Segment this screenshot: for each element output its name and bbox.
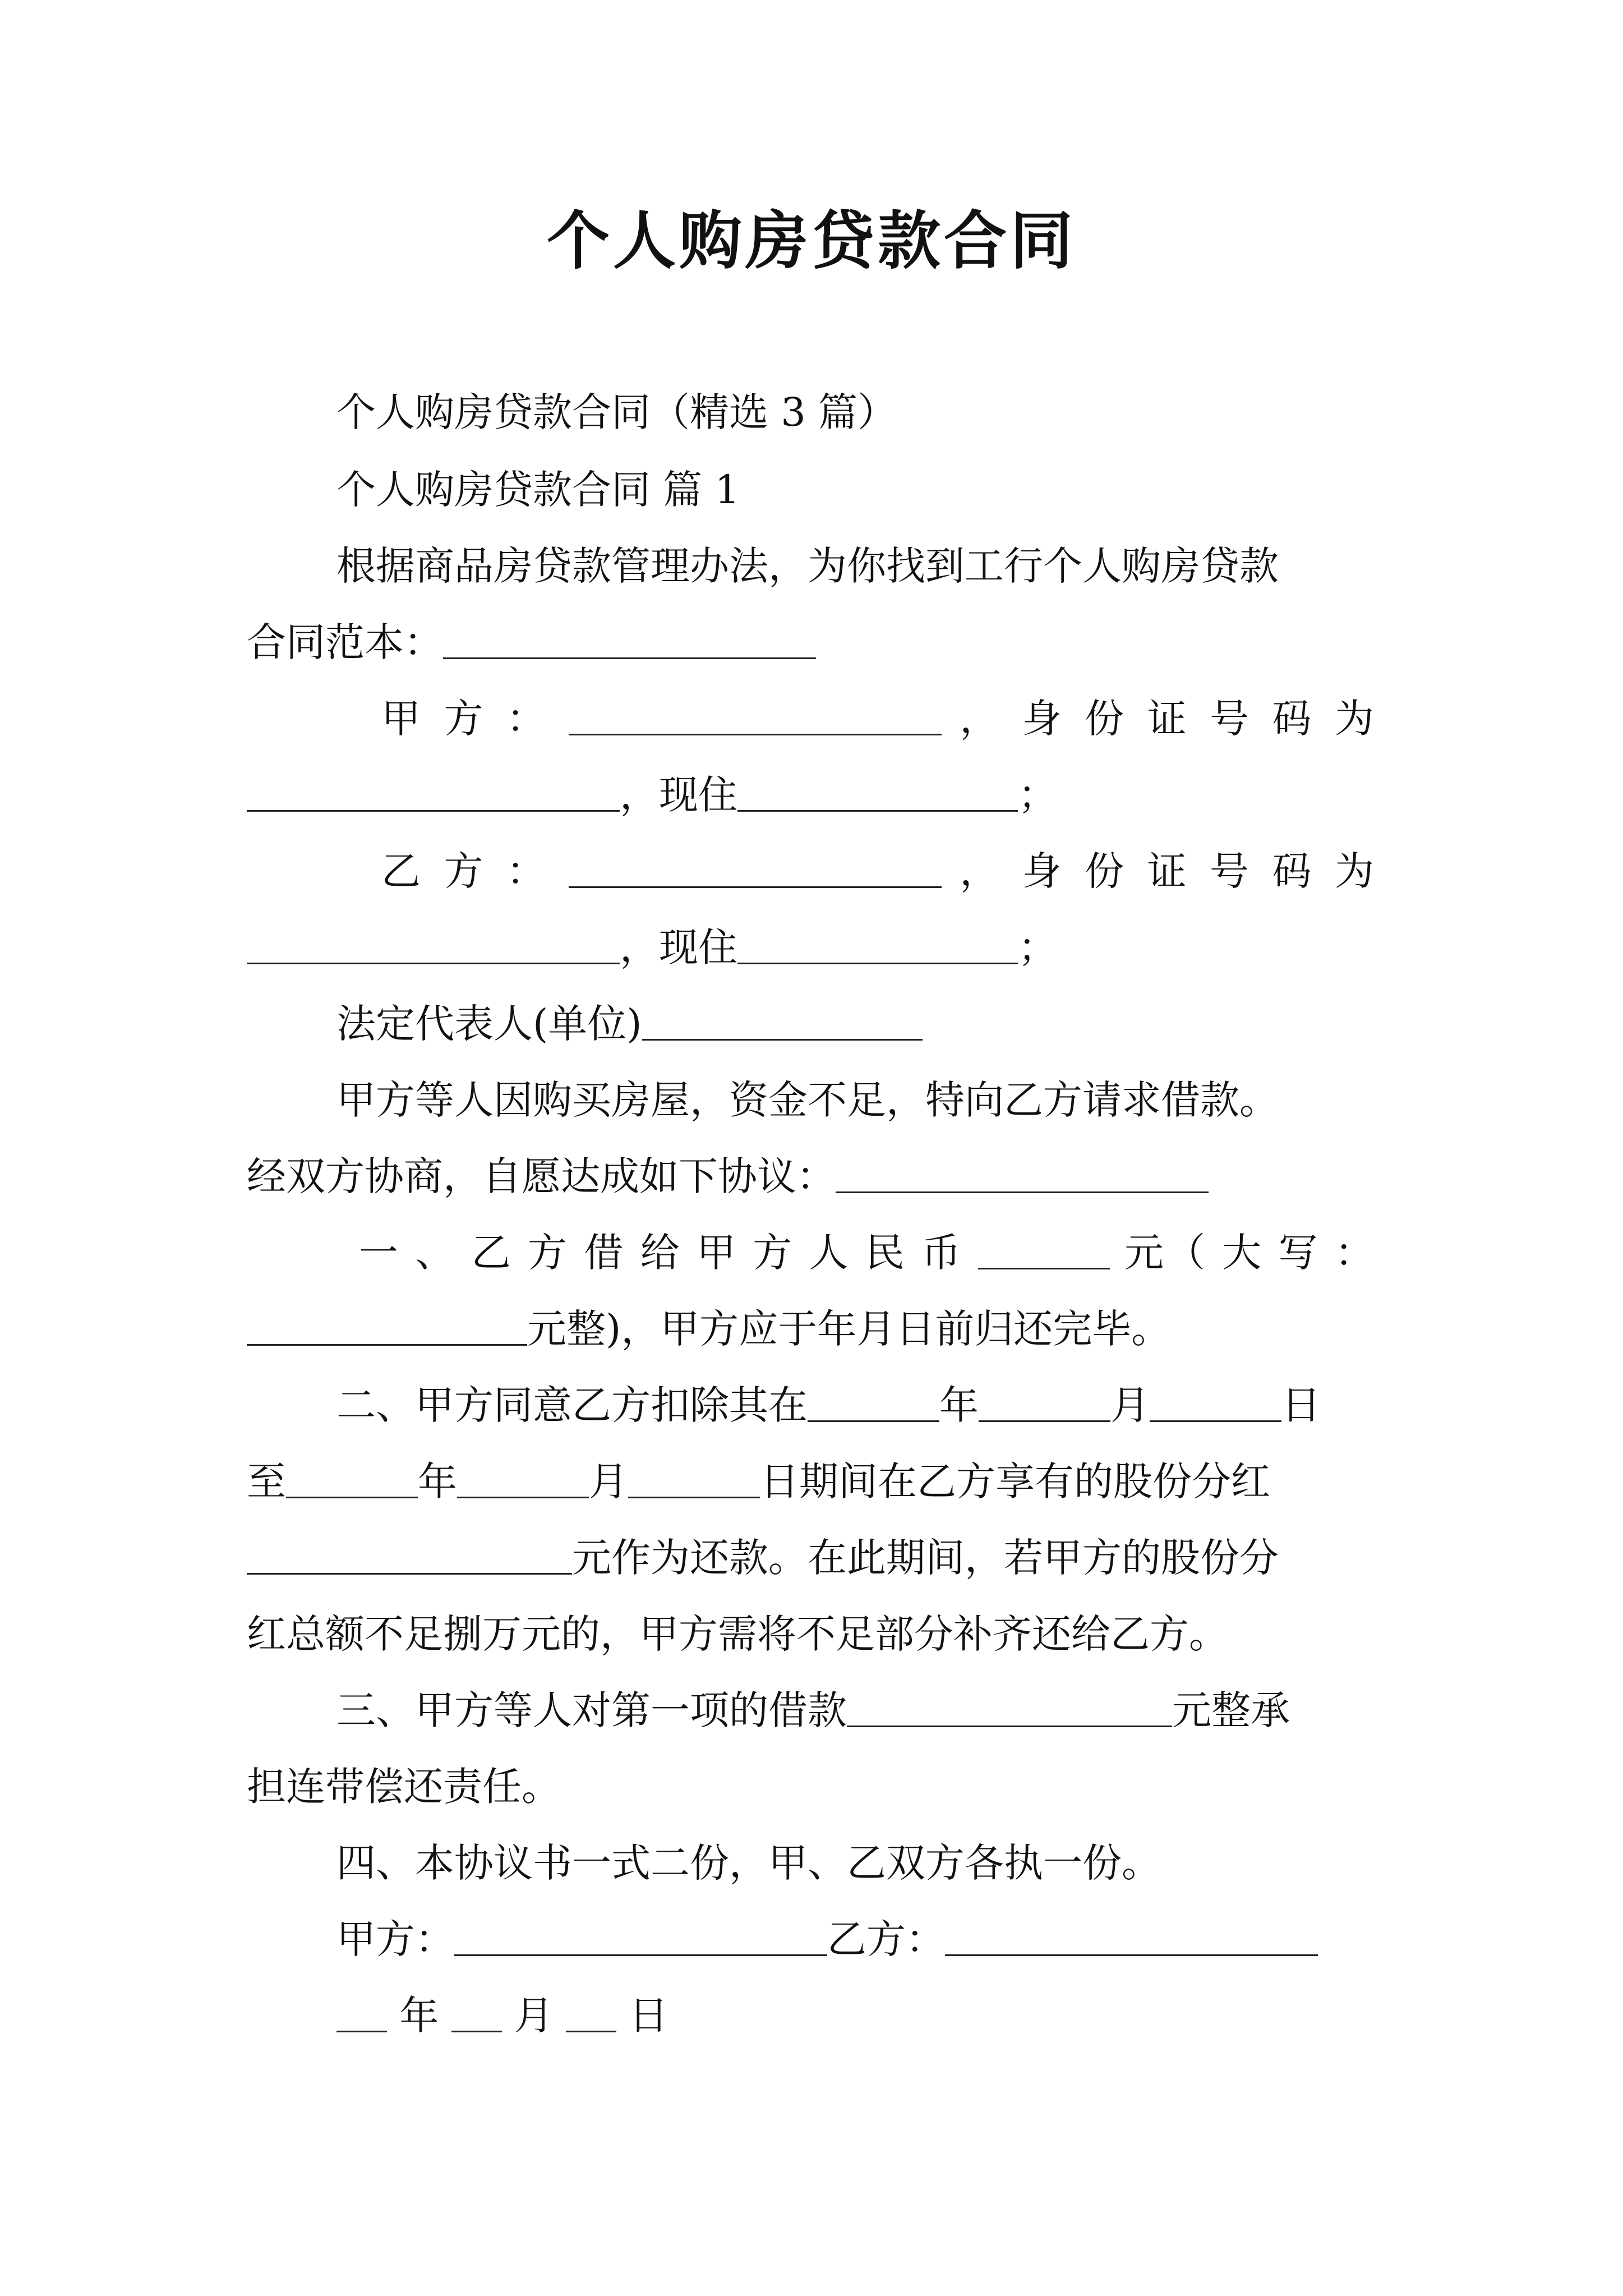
party-b-line-2: ，现住 ；: [247, 917, 1396, 978]
party-b-id-field[interactable]: [247, 923, 620, 964]
clause-3-line-2: 担连带偿还责任。: [247, 1764, 561, 1810]
amount-field[interactable]: [978, 1228, 1110, 1269]
clause-3-line-1: 三、甲方等人对第一项的借款 元整承: [336, 1687, 1290, 1733]
document-title: 个人购房贷款合同: [547, 204, 1076, 278]
party-b-line-1: 乙 方 ： ， 身 份 证 号 码 为: [381, 848, 1374, 894]
party-b-name-field[interactable]: [569, 847, 942, 888]
date-month-field[interactable]: [451, 1991, 502, 2032]
clause-1-line-2: 元整)，甲方应于年月日前归还完毕。: [247, 1298, 1396, 1360]
party-a-signature-field[interactable]: [454, 1915, 827, 1956]
party-a-name-field[interactable]: [569, 694, 942, 735]
party-b-signature-field[interactable]: [945, 1915, 1318, 1956]
end-day-field[interactable]: [628, 1457, 760, 1498]
start-month-field[interactable]: [979, 1381, 1110, 1422]
legal-rep-line: 法定代表人(单位): [336, 993, 1486, 1055]
end-month-field[interactable]: [457, 1457, 589, 1498]
clause-2-line-1: 二、甲方同意乙方扣除其在 年 月 日: [336, 1382, 1321, 1428]
blank-field[interactable]: [836, 1152, 1209, 1193]
start-year-field[interactable]: [808, 1381, 939, 1422]
date-day-field[interactable]: [566, 1991, 616, 2032]
section-heading: 个人购房贷款合同 篇 1: [336, 467, 740, 513]
legal-rep-field[interactable]: [642, 1000, 923, 1041]
date-line: 年 月 日: [336, 1985, 1486, 2046]
party-a-line-2: ，现住 ；: [247, 764, 1396, 826]
intro-line-1: 根据商品房贷款管理办法，为你找到工行个人购房贷款: [336, 543, 1279, 589]
intro-line-2: 合同范本：: [247, 611, 1396, 673]
clause-1-line-1: 一 、 乙 方 借 给 甲 方 人 民 币 元（ 大 写 ：: [359, 1230, 1374, 1276]
clause-2-line-3: 元作为还款。在此期间，若甲方的股份分: [247, 1527, 1396, 1589]
clause-2-line-4: 红总额不足捌万元的，甲方需将不足部分补齐还给乙方。: [247, 1611, 1228, 1657]
clause-2-line-2: 至 年 月 日期间在乙方享有的股份分红: [247, 1458, 1270, 1504]
end-year-field[interactable]: [286, 1457, 418, 1498]
clause-4: 四、本协议书一式二份，甲、乙双方各执一份。: [336, 1840, 1161, 1886]
preamble-line-2: 经双方协商，自愿达成如下协议：: [247, 1145, 1396, 1207]
amount-uppercase-field[interactable]: [247, 1305, 527, 1346]
date-year-field[interactable]: [336, 1991, 387, 2032]
signature-line: 甲方： 乙方：: [336, 1908, 1486, 1970]
party-a-address-field[interactable]: [737, 771, 1018, 812]
start-day-field[interactable]: [1150, 1381, 1281, 1422]
preamble-line-1: 甲方等人因购买房屋，资金不足，特向乙方请求借款。: [336, 1077, 1279, 1123]
dividend-amount-field[interactable]: [247, 1534, 572, 1575]
blank-field[interactable]: [443, 618, 816, 659]
party-a-line-1: 甲 方 ： ， 身 份 证 号 码 为: [381, 696, 1374, 742]
subtitle: 个人购房贷款合同（精选 3 篇）: [336, 389, 897, 435]
party-a-id-field[interactable]: [247, 771, 620, 812]
loan-amount-field[interactable]: [847, 1686, 1172, 1727]
party-b-address-field[interactable]: [737, 923, 1018, 964]
